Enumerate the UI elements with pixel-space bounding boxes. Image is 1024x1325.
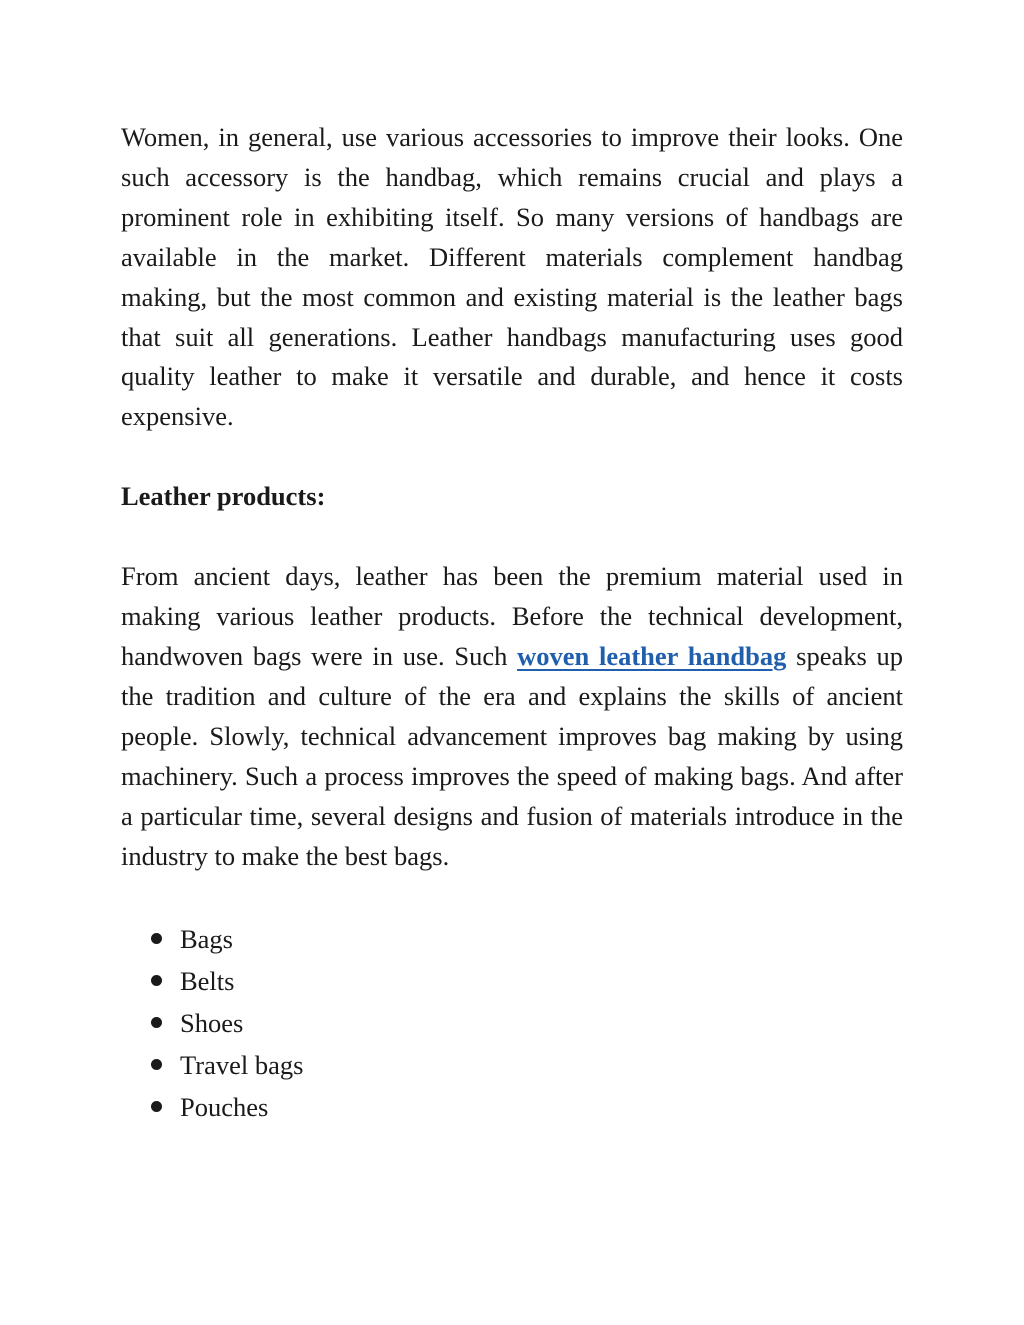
list-item <box>151 1002 903 1044</box>
list-item-label: Bags <box>180 924 233 955</box>
bullet-icon <box>151 1017 162 1028</box>
list-item <box>151 1044 903 1086</box>
list-item <box>151 918 903 960</box>
product-list <box>121 918 903 1128</box>
list-item <box>151 960 903 1002</box>
woven-leather-handbag-link[interactable]: woven leather handbag <box>517 640 787 671</box>
list-item-label: Shoes <box>180 1008 244 1039</box>
bullet-icon <box>151 975 162 986</box>
list-item-label: Belts <box>180 966 235 997</box>
bullet-icon <box>151 1059 162 1070</box>
document-page <box>121 118 903 1128</box>
intro-paragraph: Women, in general, use various accessories to improve their looks. One such accessory is the handbag, which remains crucial and plays a prominent role in exhibiting itself. So many versions of handbags are available in the market. Different materials complement handbag making, but the most common and existing material is the leather bags that suit all generations. Leather handbags manufacturing uses good quality leather to make it versatile and durable, and hence it costs expensive. <box>121 122 903 432</box>
history-text-after-link: speaks up the tradition and culture of the era and explains the skills of ancient people. Slowly, technical advancement improves bag making by using machinery. Such a process improves the speed of making bags. And after a particular time, several designs and fusion of materials introduce in the industry to make the best bags. <box>121 640 903 871</box>
bullet-icon <box>151 933 162 944</box>
bullet-icon <box>151 1101 162 1112</box>
history-paragraph <box>121 557 903 876</box>
list-item-label: Travel bags <box>180 1050 304 1081</box>
list-item-label: Pouches <box>180 1092 269 1123</box>
history-text-before-link: From ancient days, leather has been the premium material used in making various leather products. Before the technical development, handwoven bags were in use. Such <box>121 561 903 671</box>
section-heading: Leather products: <box>121 481 326 512</box>
list-item <box>151 1086 903 1128</box>
